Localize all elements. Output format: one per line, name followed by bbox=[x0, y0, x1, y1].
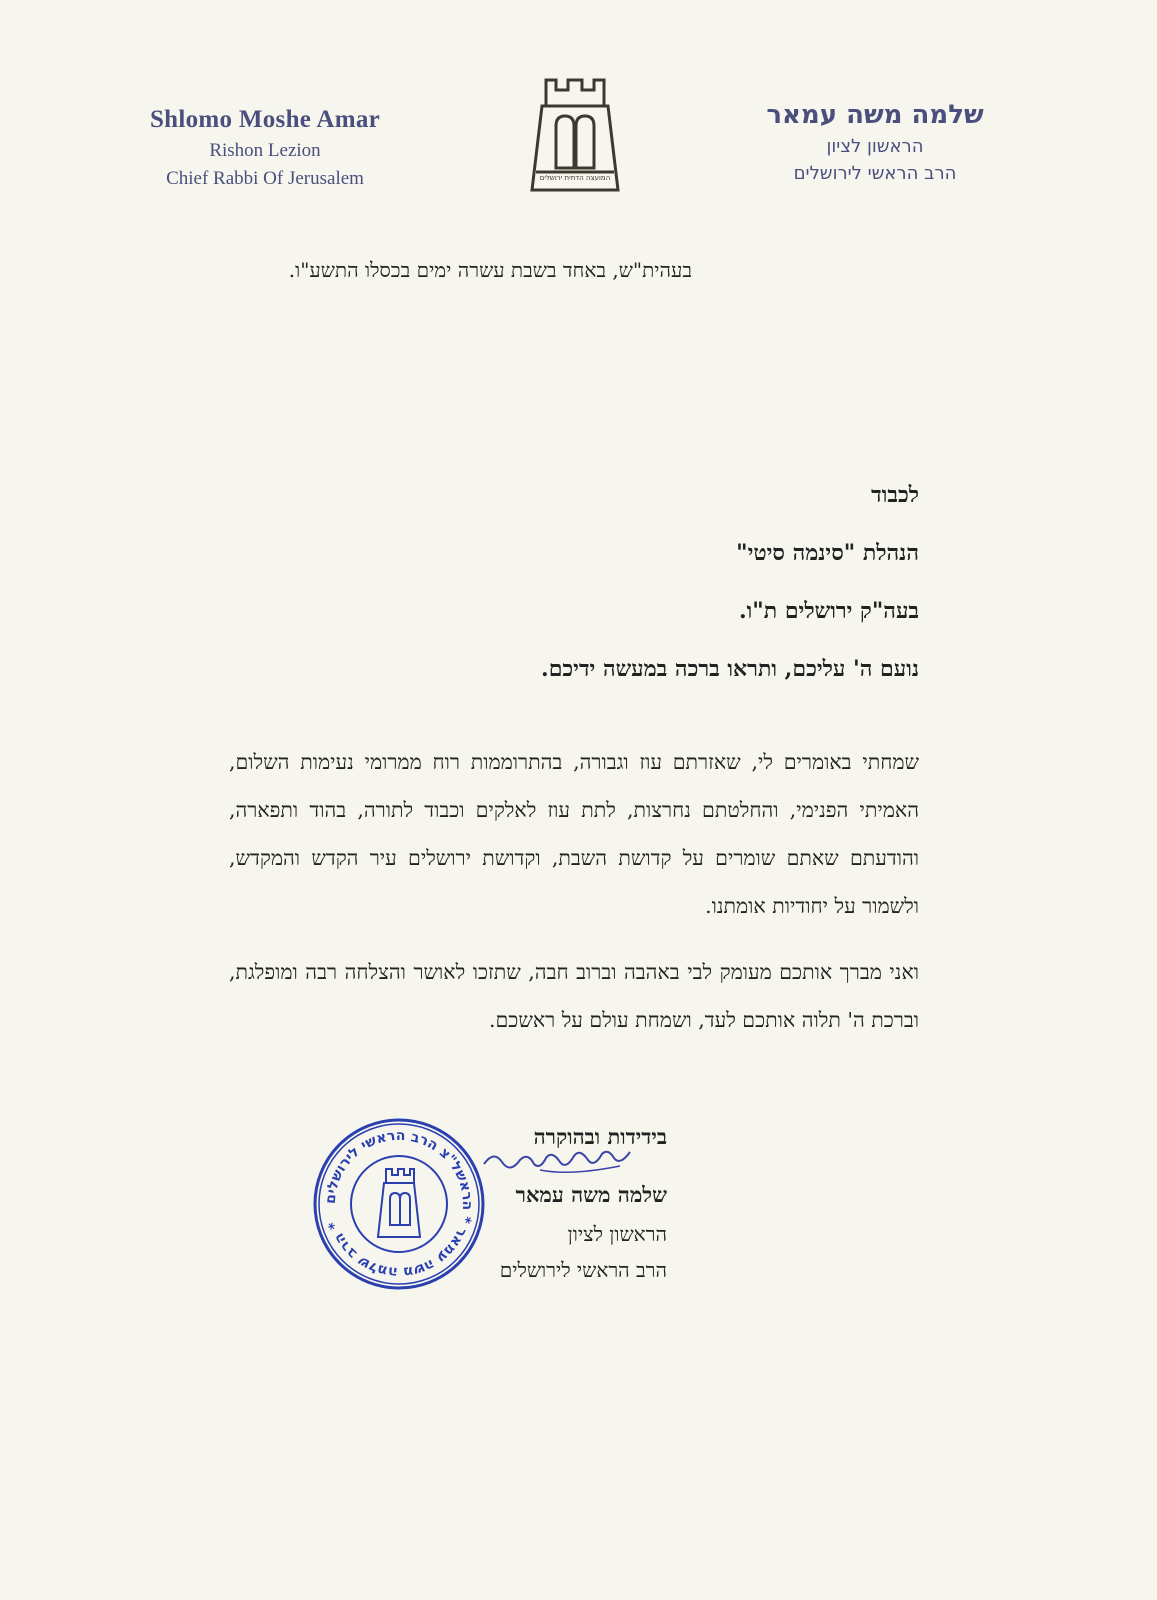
address-line-1: לכבוד bbox=[871, 482, 919, 508]
body-paragraph-1: שמחתי באומרים לי, שאזרתם עוז וגבורה, בהתרוממות רוח ממרומי נעימות השלום, האמיתי הפנימי, והחלטתם נחרצות, לתת עוז לאלקים וכבוד לתורה, בהוד ותפארה, והודעתם שאתם שומרים על קדושת השבת, וקדושת ירושלים עיר הקדש והמקדש, ולשמור על יחודיות אומתנו. bbox=[229, 750, 919, 918]
signer-name: שלמה משה עמאר bbox=[515, 1182, 667, 1207]
stamp-tower-icon bbox=[378, 1169, 420, 1237]
letterhead-english-title1: Rishon Lezion bbox=[209, 140, 321, 161]
emblem-text: המועצה הדתית ירושלים bbox=[539, 174, 611, 182]
letterhead-english bbox=[120, 106, 410, 190]
letterhead-english-name: Shlomo Moshe Amar bbox=[149, 106, 381, 133]
greeting: נועם ה' עליכם, ותראו ברכה במעשה ידיכם. bbox=[541, 656, 919, 682]
letterhead-hebrew-name: שלמה משה עמאר bbox=[766, 100, 984, 130]
stamp-ring-text: הרב שלמה משה עמאר * הראשל"צ הרב הראשי לירושלים * bbox=[322, 1127, 476, 1281]
tower-emblem-icon bbox=[520, 72, 630, 196]
address-line-3: בעה"ק ירושלים ת"ו. bbox=[739, 598, 919, 624]
signer-title-1: הראשון לציון bbox=[567, 1222, 667, 1246]
body-paragraph-2: ואני מברך אותכם מעומק לבי באהבה וברוב חבה, שתזכו לאושר והצלחה רבה ומופלגת, וברכת ה' תלוה אותכם לעד, ושמחת עולם על ראשכם. bbox=[229, 960, 919, 1032]
svg-text:הרב שלמה משה עמאר * הראשל"צ הר bbox=[323, 1128, 475, 1280]
letterhead-hebrew-title1: הראשון לציון bbox=[826, 136, 924, 157]
letterhead-hebrew bbox=[750, 100, 1000, 184]
address-line-2: הנהלת "סינמה סיטי" bbox=[736, 540, 919, 566]
signer-title-2: הרב הראשי לירושלים bbox=[499, 1258, 667, 1282]
letterhead-hebrew-title2: הרב הראשי לירושלים bbox=[793, 163, 957, 184]
handwritten-signature bbox=[480, 1140, 640, 1180]
official-stamp bbox=[312, 1117, 486, 1291]
letterhead-english-title2: Chief Rabbi Of Jerusalem bbox=[166, 168, 364, 189]
closing: בידידות ובהוקרה bbox=[533, 1124, 667, 1149]
date-line: בעהית"ש, באחד בשבת עשרה ימים בכסלו התשע"ו. bbox=[288, 258, 692, 282]
